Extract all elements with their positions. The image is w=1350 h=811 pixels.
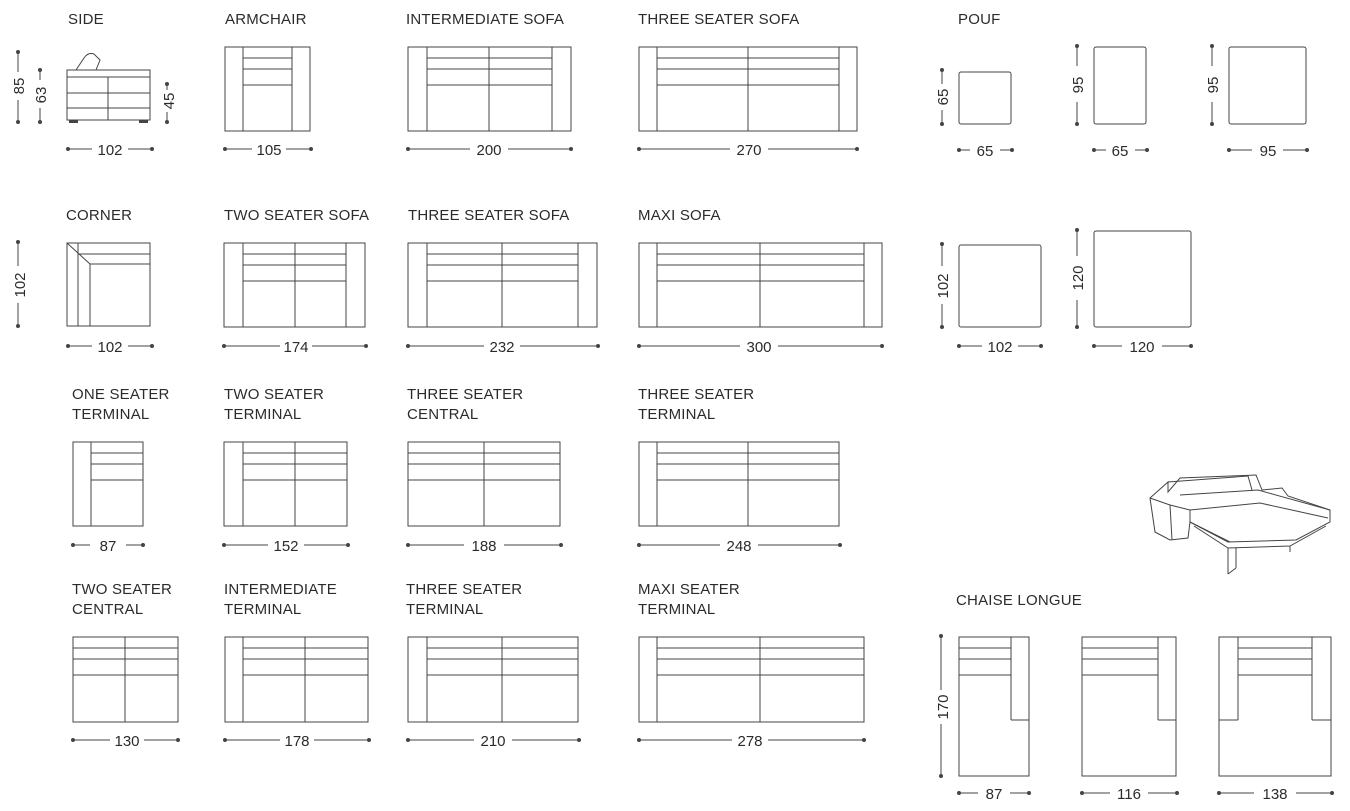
one-seater-terminal-width: 87 xyxy=(99,538,117,555)
chaise-longue-label: CHAISE LONGUE xyxy=(956,592,1082,609)
chaise-longue-116 xyxy=(1080,637,1179,803)
armchair xyxy=(223,11,313,159)
pouf-4-height: 102 xyxy=(935,273,952,299)
chaise-longue-3-width: 138 xyxy=(1262,786,1288,803)
corner-height: 102 xyxy=(12,272,29,298)
intermediate-terminal-label-2: TERMINAL xyxy=(224,601,302,618)
two-seater-sofa-width: 174 xyxy=(283,339,309,356)
three-seater-sofa-top xyxy=(637,11,859,159)
pouf-1-width: 65 xyxy=(976,143,994,160)
three-seater-sofa-top-width: 270 xyxy=(736,142,762,159)
pouf-5-height: 120 xyxy=(1070,265,1087,291)
pouf-102x102 xyxy=(935,242,1043,356)
maxi-seater-terminal-label-1: MAXI SEATER xyxy=(638,581,740,598)
side-view xyxy=(11,11,178,159)
chaise-longue-138 xyxy=(1217,637,1334,803)
three-seater-terminal-row3-label-2: TERMINAL xyxy=(638,406,716,423)
intermediate-terminal xyxy=(223,581,371,750)
pouf-65x65 xyxy=(935,68,1014,160)
pouf-120x120 xyxy=(1070,228,1193,356)
maxi-seater-terminal-width: 278 xyxy=(737,733,763,750)
three-seater-terminal-row4-width: 210 xyxy=(480,733,506,750)
pouf-3-height: 95 xyxy=(1205,76,1222,94)
three-seater-terminal-row3-label-1: THREE SEATER xyxy=(638,386,755,403)
one-seater-terminal-label-1: ONE SEATER xyxy=(72,386,170,403)
side-drawing xyxy=(67,54,150,124)
one-seater-terminal xyxy=(71,386,170,555)
maxi-seater-terminal xyxy=(637,581,866,750)
armchair-label: ARMCHAIR xyxy=(225,11,307,28)
chaise-longue-group xyxy=(935,592,1334,803)
pouf-4-width: 102 xyxy=(987,339,1013,356)
intermediate-sofa-width: 200 xyxy=(476,142,502,159)
intermediate-sofa-label: INTERMEDIATE SOFA xyxy=(406,11,565,28)
side-label: SIDE xyxy=(68,11,104,28)
two-seater-central-width: 130 xyxy=(114,733,140,750)
three-seater-central-label-1: THREE SEATER xyxy=(407,386,524,403)
intermediate-terminal-width: 178 xyxy=(284,733,310,750)
two-seater-central xyxy=(71,581,180,750)
three-seater-terminal-row3-width: 248 xyxy=(726,538,752,555)
side-height-mid: 63 xyxy=(33,86,50,104)
pouf-3-width: 95 xyxy=(1259,143,1277,160)
maxi-sofa-label: MAXI SOFA xyxy=(638,207,721,224)
side-width: 102 xyxy=(97,142,123,159)
two-seater-sofa xyxy=(222,207,369,356)
three-seater-sofa xyxy=(406,207,600,356)
side-height-seat: 45 xyxy=(161,92,178,110)
two-seater-central-label-2: CENTRAL xyxy=(72,601,144,618)
three-seater-sofa-label: THREE SEATER SOFA xyxy=(408,207,570,224)
intermediate-sofa xyxy=(406,11,573,159)
pouf-95x95 xyxy=(1205,44,1309,160)
two-seater-terminal xyxy=(222,386,350,555)
pouf-label: POUF xyxy=(958,11,1001,28)
maxi-sofa-width: 300 xyxy=(746,339,772,356)
pouf-2-width: 65 xyxy=(1111,143,1129,160)
three-seater-terminal-row4-label-1: THREE SEATER xyxy=(406,581,523,598)
two-seater-sofa-label: TWO SEATER SOFA xyxy=(224,207,370,224)
maxi-seater-terminal-label-2: TERMINAL xyxy=(638,601,716,618)
pouf-5-width: 120 xyxy=(1129,339,1155,356)
three-seater-sofa-width: 232 xyxy=(489,339,515,356)
three-seater-central xyxy=(406,386,563,555)
one-seater-terminal-label-2: TERMINAL xyxy=(72,406,150,423)
three-seater-central-width: 188 xyxy=(471,538,497,555)
pouf-group xyxy=(935,11,1309,356)
two-seater-terminal-label-2: TERMINAL xyxy=(224,406,302,423)
three-seater-terminal-row4-label-2: TERMINAL xyxy=(406,601,484,618)
two-seater-terminal-label-1: TWO SEATER xyxy=(224,386,325,403)
sofa-bed-illustration xyxy=(1150,475,1330,574)
pouf-65x95 xyxy=(1070,44,1149,160)
pouf-1-height: 65 xyxy=(935,88,952,106)
intermediate-terminal-label-1: INTERMEDIATE xyxy=(224,581,337,598)
chaise-longue-1-width: 87 xyxy=(985,786,1003,803)
side-height-total: 85 xyxy=(11,77,28,95)
corner xyxy=(12,207,154,356)
chaise-longue-height: 170 xyxy=(935,694,952,720)
pouf-2-height: 95 xyxy=(1070,76,1087,94)
two-seater-terminal-width: 152 xyxy=(273,538,299,555)
maxi-sofa xyxy=(637,207,884,356)
chaise-longue-2-width: 116 xyxy=(1117,786,1141,803)
two-seater-central-label-1: TWO SEATER xyxy=(72,581,173,598)
three-seater-terminal-row4 xyxy=(406,581,581,750)
three-seater-sofa-top-label: THREE SEATER SOFA xyxy=(638,11,800,28)
three-seater-terminal-row3 xyxy=(637,386,842,555)
corner-width: 102 xyxy=(97,339,123,356)
three-seater-central-label-2: CENTRAL xyxy=(407,406,479,423)
corner-label: CORNER xyxy=(66,207,133,224)
chaise-longue-87 xyxy=(957,637,1031,803)
armchair-width: 105 xyxy=(256,142,282,159)
